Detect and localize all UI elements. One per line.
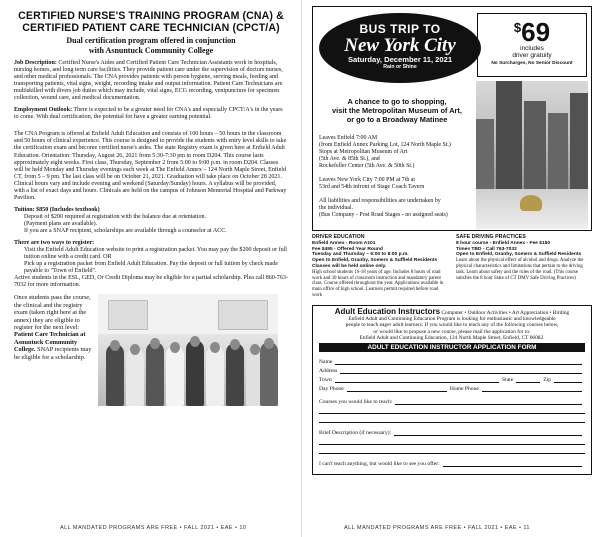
- rain-or-shine: Rain or Shine: [383, 64, 417, 70]
- driver-ed-fee: Fee $495 - Offered Year Round: [312, 246, 383, 252]
- caption-part-a: Once students pass the course, the clinical and the registry exam (taken right here at the annex) they are eligible to register for the next level:: [14, 294, 91, 331]
- tuition-line-2: (Payment plans are available).: [24, 220, 98, 227]
- trip-date: Saturday, December 11, 2021: [347, 55, 453, 64]
- brief-row: [319, 427, 585, 436]
- form-intro-line: Enfield Adult and Continuing Education Program is looking for enthusiastic and knowledgeable: [348, 316, 556, 323]
- tuition-line-3: If you are a SNAP recipient, scholarships are available through a counselor at ACC.: [24, 227, 227, 234]
- register-line-1: Visit the Enfield Adult Education website to print a registration packet. You may pay the $200 deposit or full tuition online with a credit card. OR: [24, 247, 287, 261]
- cna-title: [14, 10, 288, 34]
- price-box: [477, 13, 587, 77]
- driver-ed-residents: Open to Enfield, Granby, Somers & Suffield Residents: [312, 258, 438, 264]
- cna-subtitle: [14, 36, 288, 55]
- home-phone-label: Home Phone: [449, 386, 479, 393]
- caption-part-b: SNAP recipients may be eligible for a scholarship.: [14, 346, 92, 361]
- activity-line-1: A chance to go to shopping,: [347, 97, 447, 106]
- form-topics: Computer • Outdoor Activities • Art Appreciation • Birding: [441, 309, 570, 316]
- address-label: Address: [319, 368, 338, 375]
- dollar-sign: $: [513, 20, 522, 35]
- cna-subtitle-line-1: Dual certification program offered in conjunction: [66, 36, 236, 45]
- form-intro-line: people to teach eager adult learners. If you would like to teach any of the following courses below,: [345, 322, 559, 329]
- driver-education: [312, 235, 448, 299]
- register-line-2: Pick up a registration packet from Enfield Adult Education. Pay the deposit or full tuition by check made payable to "Town of Enfield".: [24, 261, 278, 275]
- driver-ed-online: Classes will be held online only.: [312, 263, 387, 269]
- town-label: Town: [319, 377, 332, 384]
- zip-field[interactable]: [554, 377, 582, 383]
- form-title-bar: ADULT EDUCATION INSTRUCTOR APPLICATION FORM: [319, 343, 585, 352]
- state-label: State: [502, 377, 514, 384]
- price-value: 69: [521, 17, 551, 47]
- home-phone-field[interactable]: [482, 386, 582, 392]
- trip-line: the individual.: [319, 205, 354, 211]
- photo-caption: [14, 294, 94, 406]
- trip-activities: [317, 97, 477, 124]
- price: [478, 15, 586, 45]
- driver-ed-schedule: Tuesday and Thursday – 6:00 to 8:00 p.m.: [312, 252, 409, 258]
- name-field[interactable]: [335, 359, 582, 365]
- price-gratuity: driver gratuity: [512, 52, 552, 59]
- town-field[interactable]: [335, 377, 499, 383]
- day-phone-label: Day Phone: [319, 386, 344, 393]
- driver-ed-heading: DRIVER EDUCATION: [312, 234, 365, 240]
- driver-ed-room: Enfield Annex - Room A101: [312, 240, 376, 246]
- active-students-text: Active students in the ESL, GED, Or Credit Diploma may be eligible for a partial scholarship. Plea call 860-763-7032 for more information.: [14, 275, 288, 289]
- trip-line: Rockefeller Center (5th Ave. & 50th St.): [319, 163, 415, 169]
- outlook-text: There is expected to be a greater need for CNA's and especially CPCT/A's in the years to come. With dual certification, the potential for have a greater earning potential.: [14, 107, 283, 121]
- address-field[interactable]: [340, 368, 582, 374]
- page-divider: [301, 0, 302, 537]
- job-description: [14, 60, 288, 102]
- safe-driving: [456, 235, 592, 299]
- courses-blank[interactable]: [319, 414, 585, 423]
- bus-trip-title: BUS TRIP TO: [359, 22, 441, 36]
- cna-title-line-1: CERTIFIED NURSE'S TRAINING PROGRAM (CNA) &: [18, 10, 284, 22]
- courses-label: Courses you would like to teach:: [319, 399, 393, 406]
- cant-teach-field[interactable]: [443, 461, 582, 467]
- brief-field[interactable]: [394, 430, 582, 436]
- trip-line: 53rd and 54th infront of Stage Coach Tavern: [319, 184, 425, 190]
- state-field[interactable]: [516, 377, 540, 383]
- form-heading: Adult Education Instructors: [334, 306, 441, 316]
- courses-field[interactable]: [395, 399, 582, 405]
- photo-section: [14, 294, 288, 406]
- tuition-label: Tuition: $850 (Includes textbook): [14, 206, 100, 213]
- instructor-application-form: [312, 305, 592, 475]
- employment-outlook: [14, 107, 288, 121]
- form-intro-line: or would like to propose a new course, please mail the application for to:: [373, 328, 531, 335]
- trip-line: (5th Ave. & 85th St.), and: [319, 156, 380, 162]
- driver-ed-body: High school students 16-18 years of age. Includes 8 hours of road work and 30 hours of classroom instruction and mandatory parent class. Course offered throughout the year. Applications available in main office of high school. Learners permit required before road work: [312, 269, 444, 298]
- trip-line: (from Enfield Annex Parking Lot, 124 North Maple St.): [319, 142, 451, 148]
- left-footer: ALL MANDATED PROGRAMS ARE FREE • FALL 2021 • EAE • 10: [60, 525, 247, 531]
- brief-blank[interactable]: [319, 445, 585, 454]
- register-label: There are two ways to register:: [14, 240, 95, 247]
- zip-label: Zip: [543, 377, 551, 384]
- activity-line-3: or go to a Broadway Matinee: [346, 115, 448, 124]
- safe-driving-residents: Open to Enfield, Granby, Somers & Suffield Residents: [456, 252, 582, 258]
- safe-driving-heading: SAFE DRIVING PRACTICES: [456, 234, 526, 240]
- trip-line: Leaves Enfield 7:00 AM: [319, 135, 378, 141]
- safe-driving-body: Learn about the physical effect of alcohol and drugs. Analyze the physical characteristics and limitations that pertain to the driving task. Learn about safety and the rules of the road. (This course satisfies the 8 hour State of CT DMV Safe Driving Practices): [456, 258, 584, 281]
- driving-courses: [312, 235, 592, 299]
- new-york-city-title: New York City: [344, 35, 456, 56]
- caption-bold: Patient Care Technician at Asnuntuck Community College.: [14, 331, 86, 354]
- form-intro-line: Enfield Adult and Continuing Education, 124 North Maple Street, Enfield, CT 06082.: [359, 334, 545, 341]
- cant-teach-row: [319, 458, 585, 467]
- right-page: [304, 0, 600, 537]
- town-row: [319, 374, 585, 383]
- address-row: [319, 365, 585, 374]
- brief-blank[interactable]: [319, 436, 585, 445]
- outlook-label: Employment Outlook:: [14, 107, 72, 114]
- name-label: Name: [319, 359, 333, 366]
- cant-teach-label: I can't teach anything, but would like to see you offer:: [319, 461, 440, 468]
- day-phone-field[interactable]: [347, 386, 447, 392]
- activity-line-2: visit the Metropolitan Museum of Art,: [332, 106, 462, 115]
- job-text: Certified Nurse's Aides and Certified Patient Care Technician Assistants work in hospitals, nursing homes, and long term care facilities. They provide patient care under the supervision of doctors nurses, and other medical professionals. The CNA provides patients with person hygiene, serving meals, feeding and transporting patients, vital signs, weight, recording intake and output information. Patient Care Technicians are multiskilled with divers job duties which may include, vital signs, ECG recording, venipuncture for specimen collection, wound care, and medical documentation.: [14, 60, 283, 102]
- trip-line: All liabilities and responsibilities are undertaken by: [319, 198, 441, 204]
- right-footer: ALL MANDATED PROGRAMS ARE FREE • FALL 2021 • EAE • 11: [344, 525, 530, 531]
- program-description: The CNA Program is offered at Enfield Adult Education and consists of 100 hours – 50 hours in the classroom and 50 hours of clinical experience. This course is designed to provide the students with entry level skills to take the certification exam and become certified nurse's aides. The state Registry exam is given here at Enfield Adult Education. Orientation: Thursday, August 26, 2021 from 5:30-7:30 pm in room D204. This course lasts approximately eight weeks. First class, Thursday, September 2 from 5:00 to 9:00 p.m. in room D204. Classes will be held Monday and Thursday evenings each week at The Enfield Annex – 124 North Maple Street, Enfield CT, from 5 – 9 pm. The last class will be on October 21, 2021. Graduation will take place on October 28 2021. Clinical hours vary and include evening and weekend (Saturday/Sunday) hours. A syllabus will be provided, with a list of exact days and hours. Clinicals are held on the campus of Johnson Memorial Hospital and Parkway Pavilion.: [14, 131, 287, 201]
- tuition-heading: [14, 207, 288, 214]
- bus-trip-banner: [319, 13, 481, 83]
- job-label: Job Description:: [14, 60, 57, 66]
- form-header: [319, 306, 585, 341]
- cna-subtitle-line-2: with Asnuntuck Community College: [88, 45, 214, 55]
- rockefeller-center-photo: [476, 81, 588, 229]
- courses-row: [319, 396, 585, 405]
- trip-line: Leaves New York City 7:00 PM at 7th at: [319, 177, 416, 183]
- trip-line: (Bus Company - Post Road Stages - no assigned seats): [319, 212, 448, 218]
- price-includes: includes: [520, 45, 544, 52]
- courses-blank[interactable]: [319, 405, 585, 414]
- trip-details: [319, 135, 469, 219]
- name-row: [319, 356, 585, 365]
- trip-line: Stops at Metropolitan Museum of Art: [319, 149, 408, 155]
- price-note: No Surcharges, No Senior Discount: [491, 61, 573, 66]
- safe-driving-fee: 8 hour course - Enfield Annex - Fee $150: [456, 240, 551, 246]
- graduates-photo: [98, 294, 278, 406]
- cna-title-line-2: CERTIFIED PATIENT CARE TECHNICIAN (CPCT/A): [22, 22, 280, 34]
- brief-label: Brief Description (if necessary):: [319, 430, 392, 437]
- tuition-line-1: Deposit of $200 required at registration with the balance due at orientation.: [24, 213, 207, 220]
- phone-row: [319, 383, 585, 392]
- safe-driving-times: Times TBD - Call 763-7032: [456, 246, 517, 252]
- bus-trip-box: [312, 6, 592, 231]
